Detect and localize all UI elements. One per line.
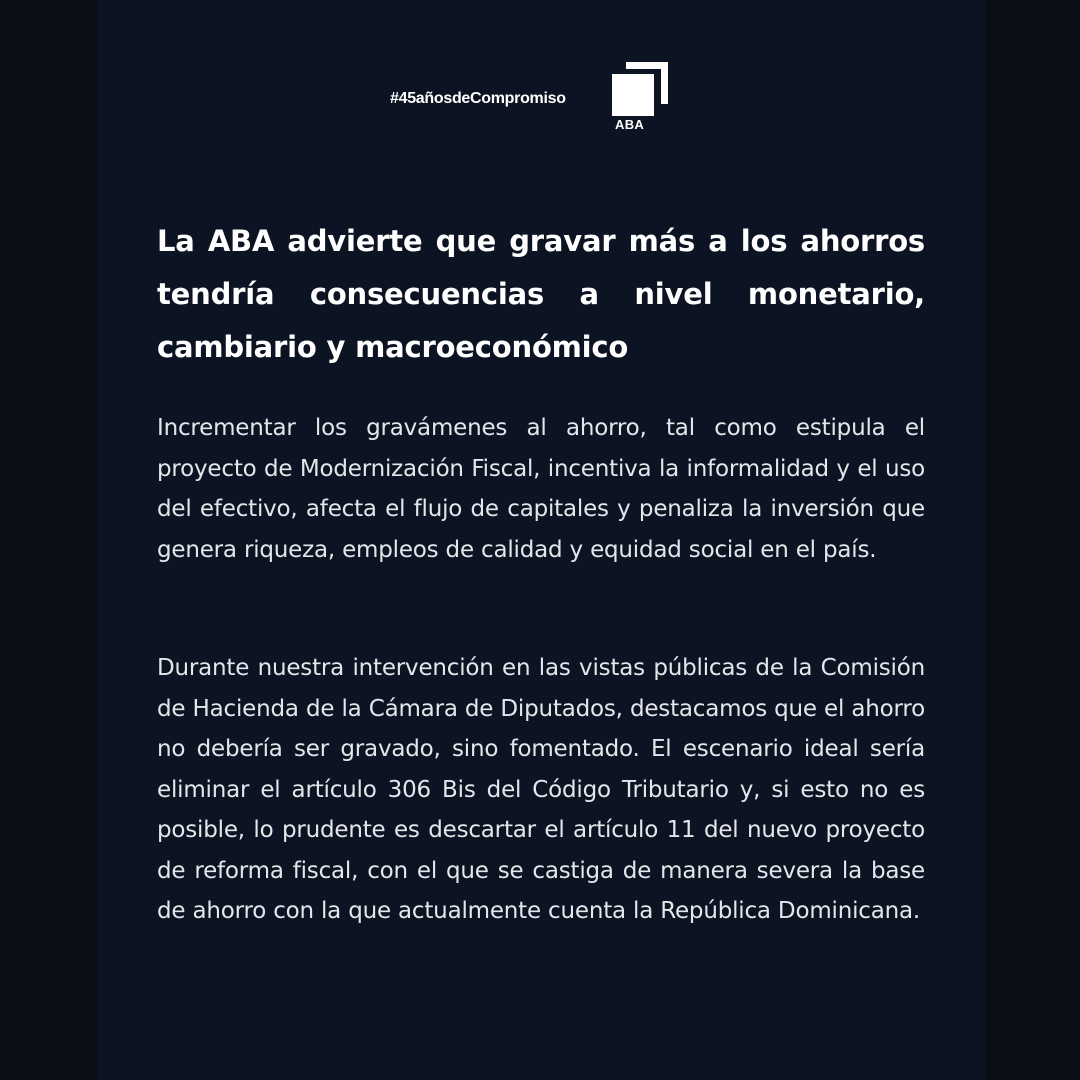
aba-logo-text: ABA	[615, 117, 645, 132]
campaign-hashtag: #45añosdeCompromiso	[390, 90, 566, 107]
brand-header	[0, 62, 1080, 134]
article-headline: La ABA advierte que gravar más a los ahorros tendría consecuencias a nivel monetario, cambiario y macroeconómico	[157, 224, 925, 364]
aba-logo	[612, 62, 672, 134]
article-paragraph-1: Incrementar los gravámenes al ahorro, tal como estipula el proyecto de Modernización Fiscal, incentiva la informalidad y el uso del efectivo, afecta el flujo de capitales y penaliza la inversión que genera riqueza, empleos de calidad y equidad social en el país.	[157, 415, 925, 563]
article-paragraph-2: Durante nuestra intervención en las vistas públicas de la Comisión de Hacienda de la Cámara de Diputados, destacamos que el ahorro no debería ser gravado, sino fomentado. El escenario ideal sería eliminar el artículo 306 Bis del Código Tributario y, si esto no es posible, lo prudente es descartar el artículo 11 del nuevo proyecto de reforma fiscal, con el que se castiga de manera severa la base de ahorro con la que actualmente cuenta la República Dominicana.	[157, 655, 925, 924]
aba-logo-mark-icon	[612, 62, 672, 118]
